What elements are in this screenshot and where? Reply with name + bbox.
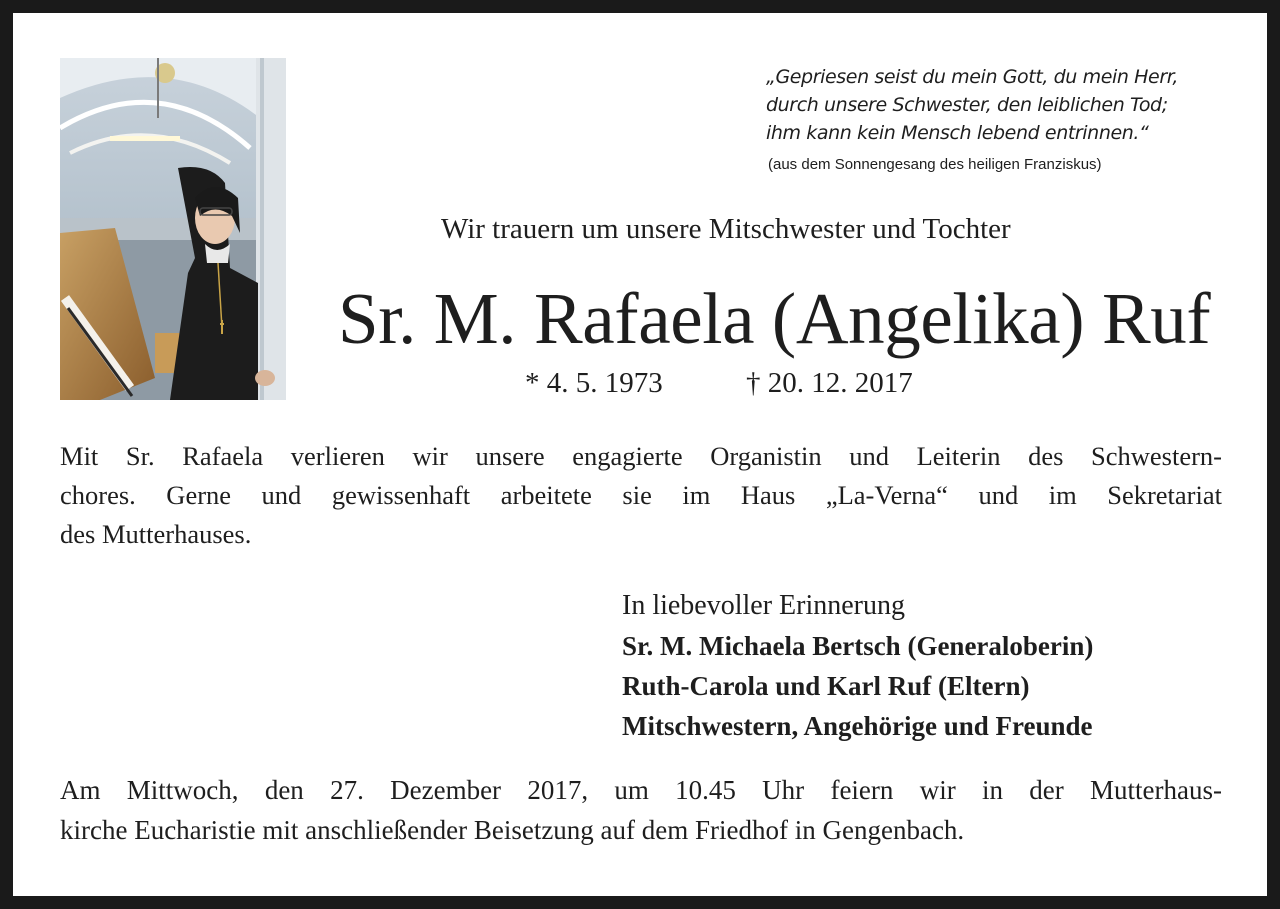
mourners-list [622, 626, 1093, 746]
service-paragraph [60, 770, 1222, 850]
death-date: † 20. 12. 2017 [746, 367, 913, 399]
bio-line: chores. Gerne und gewissenhaft arbeitete sie im Haus „La-Verna“ und im Sekretariat [60, 480, 1222, 510]
biography-paragraph [60, 437, 1222, 554]
mourner: Sr. M. Michaela Bertsch (Generaloberin) [622, 631, 1094, 661]
mourner: Ruth-Carola und Karl Ruf (Eltern) [622, 671, 1030, 701]
obituary-card [13, 13, 1267, 896]
memory-heading: In liebevoller Erinnerung [622, 590, 906, 621]
mourner: Mitschwestern, Angehörige und Freunde [622, 711, 1093, 741]
birth-date: * 4. 5. 1973 [525, 367, 663, 399]
bio-line: Mit Sr. Rafaela verlieren wir unsere engagierte Organistin und Leiterin des Schwestern- [60, 441, 1222, 471]
portrait-photo [60, 58, 286, 400]
quote-line: ihm kann kein Mensch lebend entrinnen.“ [766, 122, 1149, 144]
service-line: kirche Eucharistie mit anschließender Beisetzung auf dem Friedhof in Gengenbach. [60, 815, 965, 845]
bio-line: des Mutterhauses. [60, 519, 252, 549]
quote-source: (aus dem Sonnengesang des heiligen Franziskus) [768, 156, 1102, 173]
deceased-name: Sr. M. Rafaela (Angelika) Ruf [338, 278, 1211, 359]
bible-quote [766, 63, 1246, 147]
service-line: Am Mittwoch, den 27. Dezember 2017, um 10.45 Uhr feiern wir in der Mutterhaus- [60, 775, 1222, 805]
quote-line: „Gepriesen seist du mein Gott, du mein Herr, [766, 66, 1179, 88]
quote-line: durch unsere Schwester, den leiblichen Tod; [766, 94, 1168, 116]
intro-text: Wir trauern um unsere Mitschwester und Tochter [441, 213, 1011, 245]
